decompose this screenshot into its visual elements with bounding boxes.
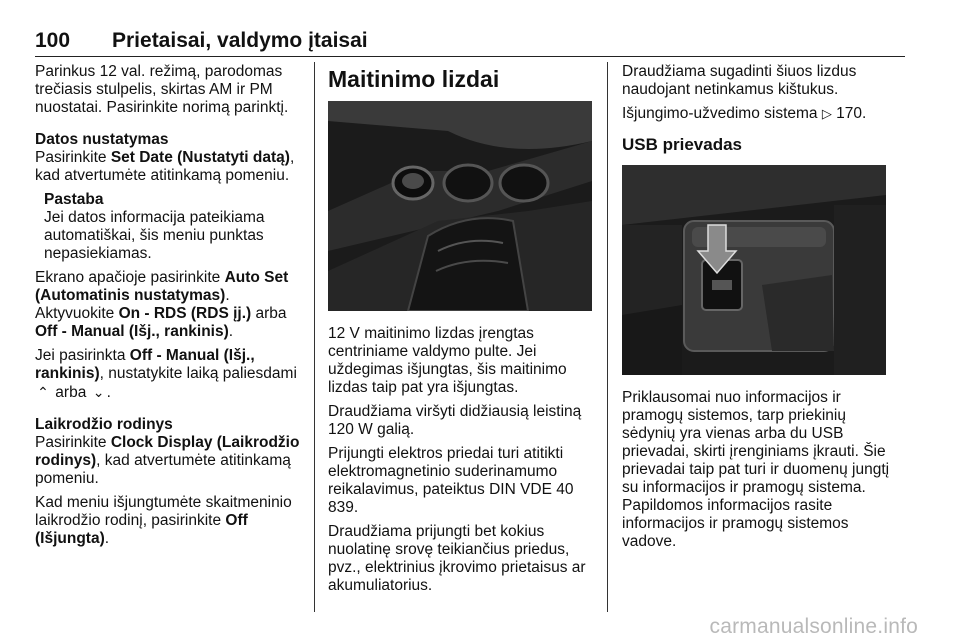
date-heading: Datos nustatymas [35,131,169,148]
start-stop-reference: Išjungimo-užvedimo sistema ▷ 170. [622,105,867,122]
clock-display-option: Clock Display (Laikrodžio rodinys) [35,434,300,469]
auto-set-option: Auto Set (Automatinis nustatymas) [35,269,289,304]
manual-paragraph: Jei pasirinkta Off - Manual (Išj., rankinis), nustatykite laiką paliesdami ⌃ arba ⌄ . [35,347,297,401]
activate-paragraph: Aktyvuokite On - RDS (RDS įj.) arba Off - Manual (Išj., rankinis). [35,305,287,340]
column-right [622,63,890,557]
clock-paragraph: Pasirinkite Clock Display (Laikrodžio rodinys), kad atvertumėte atitinkamą pomeniu. [35,434,300,487]
outlet-paragraph-1: 12 V maitinimo lizdas įrengtas centriniame valdymo pulte. Jei uždegimas išjungtas, šis maitinimo lizdas taip pat yra išjungtas. [328,325,567,396]
date-paragraph: Pasirinkite Set Date (Nustatyti datą), kad atvertumėte atitinkamą pomeniu. [35,149,295,184]
outlet-paragraph-3: Prijungti elektros priedai turi atitikti elektromagnetinio suderinamumo reikalavimus, pateiktus DIN VDE 40 839. [328,445,574,516]
rds-on-option: On - RDS (RDS įj.) [118,305,252,322]
note-text: Jei datos informacija pateikiama automatiškai, šis meniu punktas nepasiekiamas. [44,209,265,262]
manual-off-option: Off - Manual (Išj., rankinis) [35,323,229,340]
note-box [44,191,303,263]
clock-off-paragraph: Kad meniu išjungtumėte skaitmeninio laikrodžio rodinį, pasirinkite Off (Išjungta). [35,494,292,547]
off-option: Off (Išjungta) [35,512,248,547]
clock-heading: Laikrodžio rodinys [35,416,173,433]
usb-heading: USB prievadas [622,135,742,154]
watermark: carmanualsonline.info [709,615,918,638]
page-number: 100 [35,29,71,52]
note-title: Pastaba [44,191,104,208]
page-header [35,30,905,57]
chevron-up-icon: ⌃ [37,384,49,400]
column-left [35,63,303,554]
plug-warning-paragraph: Draudžiama sugadinti šiuos lizdus naudojant netinkamus kištukus. [622,63,857,98]
auto-set-paragraph: Ekrano apačioje pasirinkite Auto Set (Automatinis nustatymas). [35,269,289,304]
set-date-option: Set Date (Nustatyti datą) [110,149,290,166]
usb-port-photo [622,165,886,375]
manual-off-option: Off - Manual (Išj., rankinis) [35,347,255,382]
usb-paragraph: Priklausomai nuo informacijos ir pramogų sistemos, tarp priekinių sėdynių yra vienas arba du USB prievadai, skirti įrenginiams įkrauti. Šie prievadai taip pat turi ir duomenų jungtį su informacijos ir pramogų sistema. Papildomos informacijos rasite informacijos ir pramogų sistemos vadove. [622,389,890,550]
power-outlet-photo [328,101,592,311]
chapter-title: Prietaisai, valdymo įtaisai [112,29,368,52]
column-middle [328,63,596,601]
outlet-paragraph-2: Draudžiama viršyti didžiausią leistiną 120 W galią. [328,403,582,438]
chevron-down-icon: ⌄ [92,384,105,400]
column-divider [314,62,315,612]
outlet-paragraph-4: Draudžiama prijungti bet kokius nuolatinę srovę teikiančius priedus, pvz., elektrinius įkrovimo prietaisus ar akumuliatorius. [328,523,586,594]
power-outlets-heading: Maitinimo lizdai [328,66,500,92]
column-divider [607,62,608,612]
page-reference-icon: ▷ [821,106,832,121]
intro-paragraph: Parinkus 12 val. režimą, parodomas trečiasis stulpelis, skirtas AM ir PM nuostatai. Pasirinkite norimą parinktį. [35,63,289,116]
